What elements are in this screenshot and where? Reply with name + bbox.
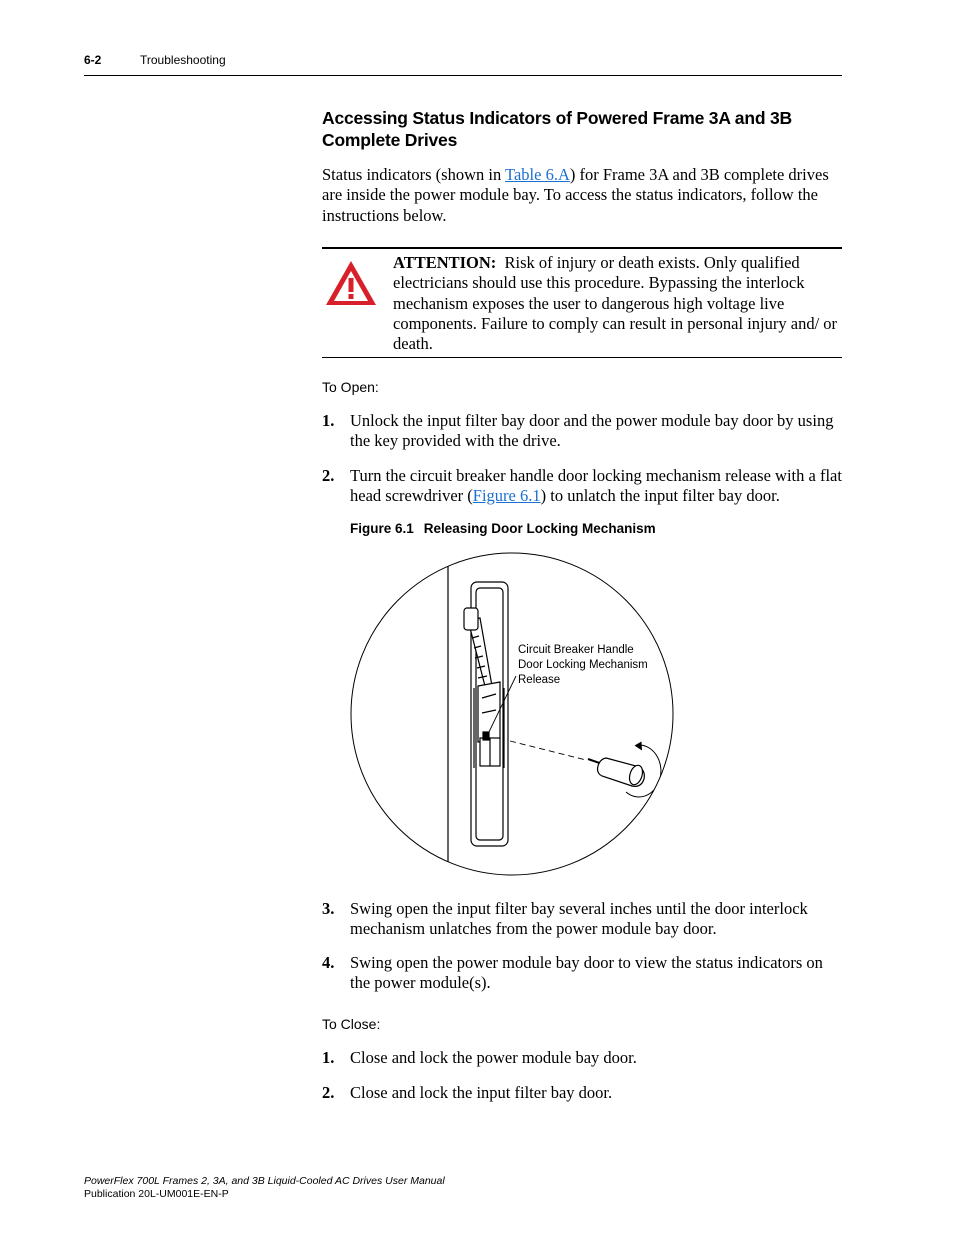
open-step-1-text: Unlock the input filter bay door and the power module bay door by using the key provided with the drive. [350, 411, 834, 451]
open-step-2-text [350, 466, 845, 507]
attention-body: Risk of injury or death exists. Only qualified electricians should use this procedure. Bypassing the interlock mechanism exposes the user to dangerous high voltage live components. Failure to comply can result in personal injury and/ or death. [393, 253, 838, 354]
intro-text-pre: Status indicators (shown in [322, 165, 506, 184]
attention-text [393, 253, 843, 354]
door-locking-mechanism-illustration [340, 548, 685, 883]
open-step-2-pre: Turn the circuit breaker handle door locking mechanism release with a flat head screwdriver ( [350, 466, 842, 506]
to-close-heading: To Close: [322, 1016, 381, 1032]
page-number: 6-2 [84, 53, 102, 67]
intro-paragraph [322, 165, 842, 226]
attention-label: ATTENTION: [393, 253, 497, 272]
table-6a-link[interactable]: Table 6.A [505, 165, 570, 184]
figure-caption [350, 521, 656, 536]
attention-top-rule [322, 247, 842, 249]
figure-number: Figure 6.1 [350, 521, 414, 536]
close-step-2-number: 2. [322, 1083, 335, 1102]
close-step-1-text: Close and lock the power module bay door. [350, 1048, 637, 1067]
warning-triangle-icon [324, 259, 378, 307]
callout-line-3: Release [518, 674, 561, 686]
callout-line-2: Door Locking Mechanism [518, 659, 648, 671]
to-open-heading: To Open: [322, 379, 379, 395]
open-step-4-text: Swing open the power module bay door to view the status indicators on the power module(s). [350, 953, 823, 993]
close-step-2-text: Close and lock the input filter bay door. [350, 1083, 613, 1102]
figure-6-1-link[interactable]: Figure 6.1 [472, 486, 541, 506]
footer-manual-title: PowerFlex 700L Frames 2, 3A, and 3B Liquid-Cooled AC Drives User Manual [84, 1175, 445, 1187]
open-step-2-post: ) to unlatch the input filter bay door. [540, 486, 780, 506]
open-step-3-number: 3. [322, 899, 335, 918]
open-step-4-number: 4. [322, 953, 335, 972]
figure-title: Releasing Door Locking Mechanism [423, 521, 656, 536]
section-title: Troubleshooting [140, 53, 226, 67]
page-heading: Accessing Status Indicators of Powered Frame 3A and 3B Complete Drives [322, 108, 792, 150]
close-step-1-number: 1. [322, 1048, 335, 1067]
open-step-2-number: 2. [322, 466, 335, 485]
open-step-3-text: Swing open the input filter bay several inches until the door interlock mechanism unlatches from the power module bay door. [350, 899, 808, 939]
header-rule [84, 75, 842, 76]
callout-line-1: Circuit Breaker Handle [518, 644, 634, 656]
footer-publication: Publication 20L-UM001E-EN-P [84, 1188, 229, 1200]
intro-text-post: ) for Frame 3A and 3B complete drives are inside the power module bay. To access the status indicators, follow the instructions below. [322, 165, 829, 225]
open-step-1-number: 1. [322, 411, 335, 430]
attention-bottom-rule [322, 357, 842, 358]
